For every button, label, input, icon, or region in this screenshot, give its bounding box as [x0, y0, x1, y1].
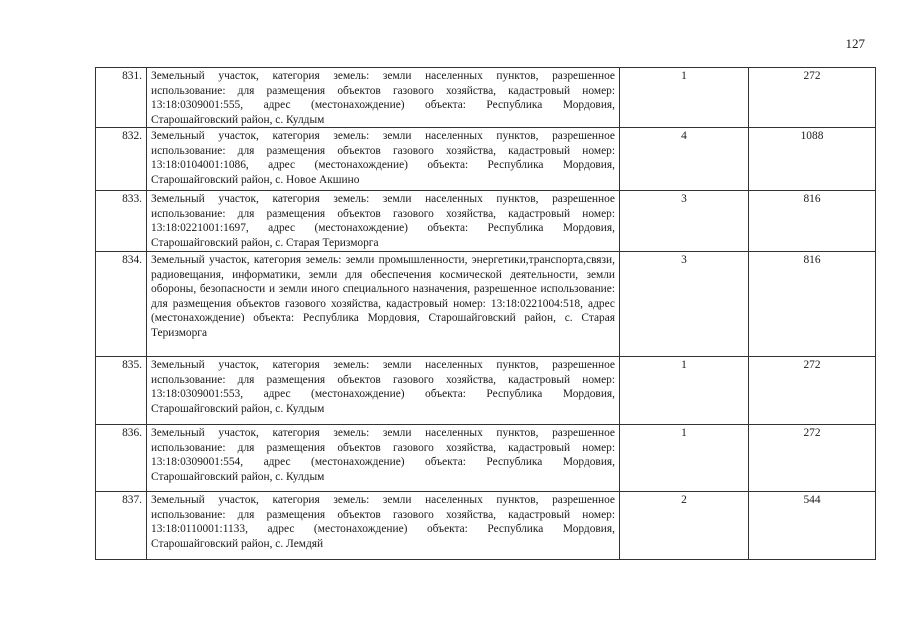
- row-description: Земельный участок, категория земель: земли населенных пунктов, разрешенное использование: для размещения объектов газового хозяйства, кадастровый номер: 13:18:0104001:1086, адрес (местонахождение) объекта: Республика Мордовия, Старошайговский район, с. Новое Акшино: [147, 128, 620, 191]
- row-value: 544: [749, 492, 876, 560]
- table-row: [96, 425, 876, 492]
- row-value: 816: [749, 252, 876, 357]
- table-row: [96, 252, 876, 357]
- table-row: [96, 128, 876, 191]
- row-number: 834.: [96, 252, 147, 357]
- row-quantity: 1: [620, 425, 749, 492]
- row-quantity: 4: [620, 128, 749, 191]
- table-row: [96, 492, 876, 560]
- row-description: Земельный участок, категория земель: земли промышленности, энергетики,транспорта,связи, радиовещания, информатики, земли для обеспечения космической деятельности, земли обороны, безопасности и земли иного специального назначения, разрешенное использование: для размещения объектов газового хозяйства, кадастровый номер: 13:18:0221004:518, адрес (местонахождение) объекта: Республика Мордовия, Старошайговский район, с. Старая Теризморга: [147, 252, 620, 357]
- table-row: [96, 68, 876, 128]
- row-value: 816: [749, 191, 876, 252]
- row-number: 831.: [96, 68, 147, 128]
- row-description: Земельный участок, категория земель: земли населенных пунктов, разрешенное использование: для размещения объектов газового хозяйства, кадастровый номер: 13:18:0110001:1133, адрес (местонахождение) объекта: Республика Мордовия, Старошайговский район, с. Лемдяй: [147, 492, 620, 560]
- row-description: Земельный участок, категория земель: земли населенных пунктов, разрешенное использование: для размещения объектов газового хозяйства, кадастровый номер: 13:18:0309001:555, адрес (местонахождение) объекта: Республика Мордовия, Старошайговский район, с. Кулдым: [147, 68, 620, 128]
- page-number: 127: [845, 36, 865, 51]
- row-number: 832.: [96, 128, 147, 191]
- row-number: 836.: [96, 425, 147, 492]
- row-number: 833.: [96, 191, 147, 252]
- row-value: 1088: [749, 128, 876, 191]
- row-value: 272: [749, 425, 876, 492]
- row-description: Земельный участок, категория земель: земли населенных пунктов, разрешенное использование: для размещения объектов газового хозяйства, кадастровый номер: 13:18:0309001:553, адрес (местонахождение) объекта: Республика Мордовия, Старошайговский район, с. Кулдым: [147, 357, 620, 425]
- land-plots-table: [95, 67, 876, 560]
- row-description: Земельный участок, категория земель: земли населенных пунктов, разрешенное использование: для размещения объектов газового хозяйства, кадастровый номер: 13:18:0221001:1697, адрес (местонахождение) объекта: Республика Мордовия, Старошайговский район, с. Старая Теризморга: [147, 191, 620, 252]
- row-value: 272: [749, 357, 876, 425]
- row-quantity: 3: [620, 191, 749, 252]
- table-row: [96, 191, 876, 252]
- row-quantity: 1: [620, 357, 749, 425]
- row-number: 837.: [96, 492, 147, 560]
- row-number: 835.: [96, 357, 147, 425]
- row-quantity: 3: [620, 252, 749, 357]
- row-value: 272: [749, 68, 876, 128]
- table-row: [96, 357, 876, 425]
- row-quantity: 2: [620, 492, 749, 560]
- row-quantity: 1: [620, 68, 749, 128]
- row-description: Земельный участок, категория земель: земли населенных пунктов, разрешенное использование: для размещения объектов газового хозяйства, кадастровый номер: 13:18:0309001:554, адрес (местонахождение) объекта: Республика Мордовия, Старошайговский район, с. Кулдым: [147, 425, 620, 492]
